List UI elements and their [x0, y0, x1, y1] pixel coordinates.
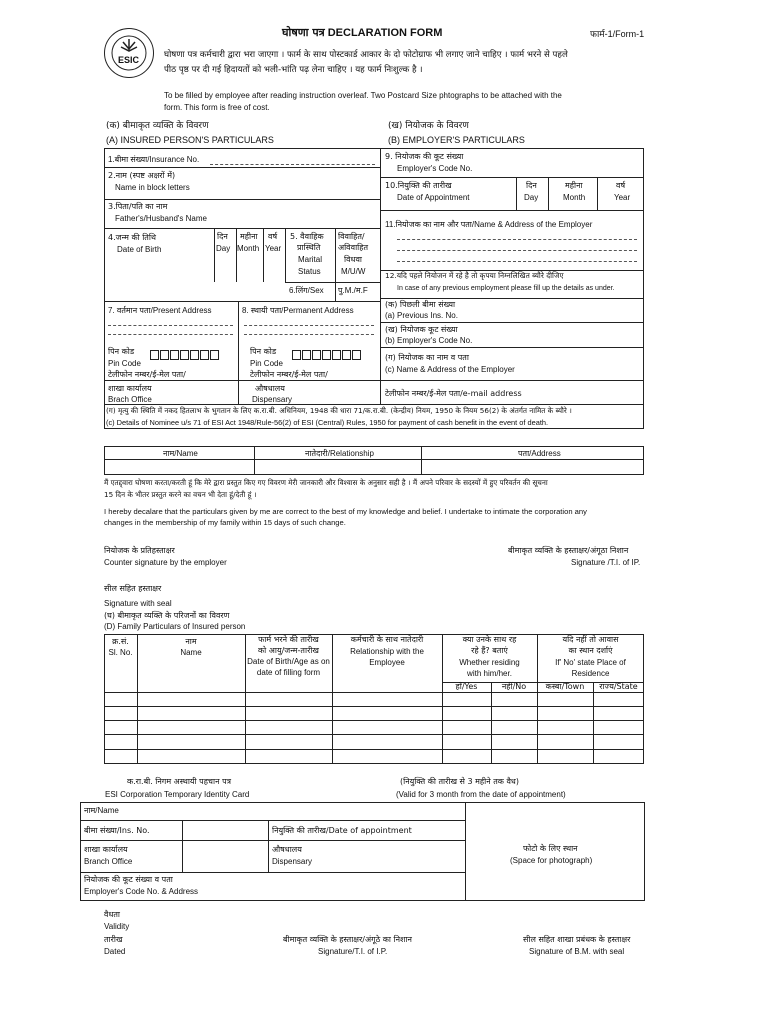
dob-day-en: Day: [216, 244, 231, 253]
esic-logo-emblem-icon: [105, 29, 153, 77]
id-name: नाम/Name: [84, 806, 119, 815]
title-english: DECLARATION FORM: [327, 27, 443, 39]
family-col-no: नहीं/No: [501, 682, 527, 691]
section-a-label-hi: (क) बीमाकृत व्यक्ति के विवरण: [106, 121, 209, 131]
section-b-label-hi: (ख) नियोजक के विवरण: [388, 121, 469, 131]
appt-day-en: Day: [524, 193, 539, 202]
section-d-label-en: (D) Family Particulars of Insured person: [104, 622, 246, 631]
validity-en: Validity: [104, 922, 130, 931]
field-10-en: Date of Appointment: [397, 193, 470, 202]
family-col-place-en-2: Residence: [571, 669, 610, 678]
marital-hi: 5. वैवाहिक: [290, 232, 324, 241]
nominee-col-name: नाम/Name: [163, 449, 198, 458]
section-b-label-en: (B) EMPLOYER'S PARTICULARS: [388, 135, 525, 145]
photo-space-en: (Space for photograph): [510, 856, 593, 865]
bm-signature-en: Signature of B.M. with seal: [529, 947, 625, 956]
prev-ins-en: (a) Previous Ins. No.: [385, 311, 458, 320]
dated-hi: तारीख: [104, 935, 123, 944]
intro-hindi-2: पीठ पृष्ठ पर दी गई हिदायतों को भली-भांति पढ़ लेना चाहिए । यह फार्म निःशुल्क है ।: [164, 65, 423, 75]
family-col-relation-hi: कर्मचारी के साथ नातेदारी: [350, 635, 424, 644]
id-employer-hi: नियोजक की कूट संख्या व पता: [84, 875, 173, 884]
declaration-en-2: changes in the membership of my family within 15 days of such change.: [104, 518, 346, 527]
id-ip-signature-hi: बीमाकृत व्यक्ति के हस्ताक्षर/अंगूठे का निशान: [283, 935, 412, 944]
id-branch-en: Branch Office: [84, 857, 133, 866]
field-6-options: पु.M./म.F: [338, 286, 368, 295]
marital-opt-en: M/U/W: [341, 267, 366, 276]
family-col-slno-en: Sl. No.: [108, 648, 133, 657]
appt-month-hi: महीना: [565, 181, 583, 190]
family-col-relation-en-1: Relationship with the: [350, 647, 424, 656]
appt-year-hi: वर्ष: [616, 181, 626, 190]
nominee-col-relationship: नातेदारी/Relationship: [305, 449, 374, 458]
validity-hi: वैधता: [104, 910, 120, 919]
id-date-appointment: नियुक्ति की तारीख/Date of appointment: [272, 826, 412, 835]
marital-hi-2: प्रास्थिति: [297, 243, 321, 252]
dob-day-hi: दिन: [217, 232, 228, 241]
section-d-label-hi: (घ) बीमाकृत व्यक्ति के परिजनों का विवरण: [104, 611, 230, 620]
pin-code-boxes-permanent[interactable]: [292, 350, 362, 360]
field-1-insurance-no: 1.बीमा संख्या/Insurance No.: [108, 155, 200, 164]
marital-opt-2: अविवाहित: [338, 243, 369, 252]
family-col-place-hi-2: का स्थान दर्शाएं: [568, 646, 613, 655]
family-col-name-hi: नाम: [185, 637, 197, 646]
field-12-en: In case of any previous employment please fill up the details as under.: [397, 285, 615, 292]
declaration-en-1: I hereby decalare that the particulars given by me are correct to the best of my knowledge and belief. I undertake to intimate the corporation any: [104, 507, 587, 516]
family-col-dob-hi: फार्म भरने की तारीख: [258, 635, 319, 644]
field-10-hi: 10.नियुक्ति की तारीख: [385, 181, 452, 190]
field-3-en: Father's/Husband's Name: [115, 214, 207, 223]
family-col-residing-hi-2: रहे हैं? बताएं: [471, 646, 508, 655]
field-7-present-address: 7. वर्तमान पता/Present Address: [108, 306, 212, 315]
marital-en-1: Marital: [298, 255, 323, 264]
id-branch-hi: शाखा कार्यालय: [84, 845, 128, 854]
id-card-valid-en: (Valid for 3 month from the date of appointment): [396, 790, 566, 799]
field-11: 11.नियोजक का नाम और पता/Name & Address of the Employer: [385, 220, 593, 229]
id-dispensary-hi: औषधालय: [272, 845, 302, 854]
dob-year-en: Year: [265, 244, 282, 253]
family-col-town: कस्बा/Town: [545, 682, 585, 691]
field-8-permanent-address: 8. स्थायी पता/Permanent Address: [242, 306, 354, 315]
id-card-title-hi: क.रा.बी. निगम अस्थायी पहचान पत्र: [127, 777, 232, 786]
family-col-residing-en-2: with him/her.: [467, 669, 512, 678]
form-title: [282, 27, 442, 40]
field-9-en: Employer's Code No.: [397, 164, 473, 173]
family-col-yes: हाँ/Yes: [455, 682, 478, 691]
family-col-residing-hi-1: क्या उनके साथ रह: [462, 635, 517, 644]
prev-code-hi: (ख) नियोजक कूट संख्या: [385, 325, 458, 334]
field-4-en: Date of Birth: [117, 245, 162, 254]
family-col-dob-en-2: date of filling form: [256, 668, 321, 677]
prev-employer-hi: (ग) नियोजक का नाम व पता: [385, 353, 469, 362]
branch-office-en: Brach Office: [108, 395, 152, 404]
marital-opt-3: विधवा: [344, 255, 362, 264]
section-a-label-en: (A) INSURED PERSON'S PARTICULARS: [106, 135, 274, 145]
dob-month-en: Month: [237, 244, 260, 253]
dispensary-hi: औषधालय: [255, 384, 285, 393]
id-employer-en: Employer's Code No. & Address: [84, 887, 199, 896]
family-col-place-en-1: If' No' state Place of: [555, 658, 626, 667]
ip-signature-en: Signature /T.I. of IP.: [571, 558, 641, 567]
pin-label-en-present: Pin Code: [108, 359, 141, 368]
marital-en-2: Status: [298, 267, 321, 276]
marital-opt-1: विवाहित/: [338, 232, 365, 241]
field-9-hi: 9. नियोजक की कूट संख्या: [385, 152, 464, 161]
family-col-slno-hi: क्र.सं.: [112, 637, 129, 646]
family-col-dob-hi-2: को आयु/जन्म-तारीख: [258, 646, 319, 655]
form-number: फार्म-1/Form-1: [590, 29, 645, 39]
dated-en: Dated: [104, 947, 126, 956]
field-6-sex: 6.लिंग/Sex: [289, 286, 324, 295]
intro-hindi-1: घोषणा पत्र कर्मचारी द्वारा भरा जाएगा । फार्म के साथ पोस्टकार्ड आकार के दो फोटोग्राफ भी लगाए जाने चाहिए । फार्म भरने से पहले: [164, 50, 568, 60]
phone-label-permanent: टेलीफोन नम्बर/ई-मेल पता/: [250, 370, 328, 379]
id-card-title-en: ESI Corporation Temporary Identity Card: [105, 790, 250, 799]
appt-day-hi: दिन: [526, 181, 537, 190]
appt-month-en: Month: [563, 193, 586, 202]
family-col-relation-en-2: Employee: [369, 658, 405, 667]
field-2-hi: 2.नाम (स्पष्ट अक्षरों में): [108, 171, 176, 180]
field-3-hi: 3.पिता/पति का नाम: [108, 202, 168, 211]
prev-code-en: (b) Employer's Code No.: [385, 336, 473, 345]
field-12-hi: 12.यदि पहले नियोजन में रहे है तो कृपया निम्नलिखित ब्यौरे दीजिए: [385, 271, 564, 280]
prev-employer-en: (c) Name & Address of the Employer: [385, 365, 515, 374]
counter-signature-en: Counter signature by the employer: [104, 558, 227, 567]
declaration-hi-2: 15 दिन के भीतर प्रस्तुत करने का वचन भी देता हूं/देती हूं ।: [104, 490, 257, 499]
pin-label-hi-permanent: पिन कोड: [250, 347, 277, 356]
family-col-residing-en-1: Whether residing: [459, 658, 520, 667]
esic-logo: [104, 28, 154, 78]
pin-code-boxes-present[interactable]: [150, 350, 220, 360]
logo-text: ESIC: [118, 55, 140, 65]
employer-phone: टेलीफोन नम्बर/ई-मेल पता/e-mail address: [385, 389, 522, 398]
field-2-en: Name in block letters: [115, 183, 190, 192]
prev-ins-hi: (क) पिछली बीमा संख्या: [385, 300, 456, 309]
photo-space-hi: फोटो के लिए स्थान: [523, 844, 578, 853]
family-col-place-hi-1: यदि नहीं तो आवास: [562, 635, 619, 644]
appt-year-en: Year: [614, 193, 631, 202]
branch-office-hi: शाखा कार्यालय: [108, 384, 152, 393]
id-ins-no: बीमा संख्या/Ins. No.: [84, 826, 150, 835]
nominee-col-address: पता/Address: [518, 449, 561, 458]
id-ip-signature-en: Signature/T.I. of I.P.: [318, 947, 388, 956]
id-card-valid-hi: (नियुक्ति की तारीख से 3 महीने तक वैध): [400, 777, 519, 786]
title-hindi: घोषणा पत्र: [282, 26, 325, 39]
dob-month-hi: महीना: [240, 232, 258, 241]
nominee-text-hi: (ग) मृत्यु की स्थिति में नकद हितलाभ के भुगतान के लिए क.रा.बी. अधिनियम, 1948 की धारा 71/क.रा.बी. (केन्द्रीय) नियम, 1950 के नियम 56(2) के अंतर्गत नामित के ब्यौरे ।: [106, 406, 572, 415]
seal-signature-hi: सील सहित हस्ताक्षर: [104, 584, 162, 593]
seal-signature-en: Signature with seal: [104, 599, 172, 608]
field-4-hi: 4.जन्म की तिथि: [108, 233, 157, 242]
family-col-name-en: Name: [180, 648, 202, 657]
bm-signature-hi: सील सहित शाखा प्रबंधक के हस्ताक्षर: [523, 935, 631, 944]
ip-signature-hi: बीमाकृत व्यक्ति के हस्ताक्षर/अंगूठा निशान: [508, 546, 629, 555]
declaration-hi-1: मैं एतद्द्वारा घोषणा करता/करती हूं कि मेरे द्वारा प्रस्तुत किए गए विवरण मेरी जानकारी और विश्वास के अनुसार सही है । मैं अपने परिवार के सदस्यों में हुए परिवर्तन की सूचना: [104, 478, 548, 487]
id-dispensary-en: Dispensary: [272, 857, 313, 866]
counter-signature-hi: नियोजक के प्रतिहस्ताक्षर: [104, 546, 175, 555]
pin-label-hi-present: पिन कोड: [108, 347, 135, 356]
nominee-text-en: (c) Details of Nominee u/s 71 of ESI Act 1948/Rule-56(2) of ESI (Central) Rules, 1950 for payment of cash benefit in the event of death.: [106, 418, 549, 427]
pin-label-en-permanent: Pin Code: [250, 359, 283, 368]
dob-year-hi: वर्ष: [268, 232, 278, 241]
family-col-state: राज्य/State: [599, 682, 638, 691]
family-col-dob-en-1: Date of Birth/Age as on: [247, 657, 330, 666]
intro-english-2: form. This form is free of cost.: [164, 103, 270, 112]
intro-english-1: To be filled by employee after reading instruction overleaf. Two Postcard Size phtographs to be attached with the: [164, 91, 562, 100]
phone-label-present: टेलीफोन नम्बर/ई-मेल पता/: [108, 370, 186, 379]
dispensary-en: Dispensary: [252, 395, 293, 404]
